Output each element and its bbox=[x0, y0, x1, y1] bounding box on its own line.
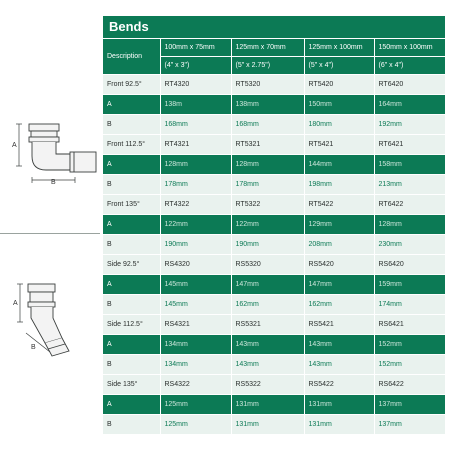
dimension-cell: 192mm bbox=[374, 115, 445, 135]
header-col-metric: 150mm x 100mm bbox=[374, 39, 445, 57]
dimension-cell: 152mm bbox=[374, 335, 445, 355]
dimension-b-row bbox=[103, 175, 445, 195]
dimension-cell: 128mm bbox=[160, 155, 231, 175]
dimension-cell: 145mm bbox=[160, 275, 231, 295]
dimension-cell: 208mm bbox=[304, 235, 374, 255]
product-code-cell: RT4321 bbox=[160, 135, 231, 155]
product-code-cell: RT5420 bbox=[304, 75, 374, 95]
dimension-cell: 122mm bbox=[160, 215, 231, 235]
row-label: A bbox=[103, 335, 160, 355]
bends-spec-table bbox=[103, 38, 445, 435]
row-label: Front 135° bbox=[103, 195, 160, 215]
dimension-cell: 147mm bbox=[231, 275, 304, 295]
dimension-cell: 150mm bbox=[304, 95, 374, 115]
header-col-imperial: (5" x 4") bbox=[304, 57, 374, 75]
header-row-metric bbox=[103, 39, 445, 57]
front-bend-diagram-icon bbox=[16, 124, 96, 183]
side-bend-diagram-icon bbox=[17, 284, 69, 356]
header-col-metric: 125mm x 70mm bbox=[231, 39, 304, 57]
dimension-cell: 134mm bbox=[160, 335, 231, 355]
product-code-cell: RT5320 bbox=[231, 75, 304, 95]
product-code-cell: RT4322 bbox=[160, 195, 231, 215]
product-code-cell: RS6421 bbox=[374, 315, 445, 335]
dimension-cell: 162mm bbox=[231, 295, 304, 315]
product-code-cell: RS6422 bbox=[374, 375, 445, 395]
header-col-metric: 100mm x 75mm bbox=[160, 39, 231, 57]
row-label: A bbox=[103, 155, 160, 175]
dimension-cell: 131mm bbox=[304, 395, 374, 415]
dimension-cell: 134mm bbox=[160, 355, 231, 375]
product-code-row bbox=[103, 195, 445, 215]
dimension-cell: 131mm bbox=[304, 415, 374, 435]
dimension-cell: 129mm bbox=[304, 215, 374, 235]
dimension-cell: 178mm bbox=[231, 175, 304, 195]
product-code-cell: RT6420 bbox=[374, 75, 445, 95]
product-code-cell: RS4322 bbox=[160, 375, 231, 395]
dimension-b-row bbox=[103, 415, 445, 435]
header-description: Description bbox=[103, 39, 160, 75]
dimension-cell: 137mm bbox=[374, 415, 445, 435]
dimension-cell: 158mm bbox=[374, 155, 445, 175]
row-label: Front 92.5° bbox=[103, 75, 160, 95]
product-code-cell: RS5420 bbox=[304, 255, 374, 275]
product-code-cell: RS6420 bbox=[374, 255, 445, 275]
row-label: B bbox=[103, 295, 160, 315]
dimension-cell: 198mm bbox=[304, 175, 374, 195]
dimension-cell: 145mm bbox=[160, 295, 231, 315]
product-code-cell: RT5322 bbox=[231, 195, 304, 215]
diagram-divider bbox=[0, 233, 100, 234]
product-code-cell: RS4321 bbox=[160, 315, 231, 335]
dimension-a-row bbox=[103, 275, 445, 295]
dimension-cell: 190mm bbox=[160, 235, 231, 255]
row-label: Side 92.5° bbox=[103, 255, 160, 275]
product-code-cell: RT5421 bbox=[304, 135, 374, 155]
header-col-metric: 125mm x 100mm bbox=[304, 39, 374, 57]
side-diagram-label-a: A bbox=[13, 300, 18, 307]
dimension-cell: 143mm bbox=[304, 355, 374, 375]
dimension-cell: 230mm bbox=[374, 235, 445, 255]
dimension-cell: 147mm bbox=[304, 275, 374, 295]
dimension-b-row bbox=[103, 235, 445, 255]
product-code-cell: RS5421 bbox=[304, 315, 374, 335]
row-label: B bbox=[103, 355, 160, 375]
row-label: Front 112.5° bbox=[103, 135, 160, 155]
dimension-a-row bbox=[103, 155, 445, 175]
dimension-cell: 125mm bbox=[160, 415, 231, 435]
front-diagram-label-b: B bbox=[51, 179, 56, 186]
row-label: A bbox=[103, 275, 160, 295]
dimension-cell: 128mm bbox=[231, 155, 304, 175]
dimension-cell: 168mm bbox=[160, 115, 231, 135]
product-code-cell: RT6422 bbox=[374, 195, 445, 215]
row-label: B bbox=[103, 175, 160, 195]
dimension-cell: 162mm bbox=[304, 295, 374, 315]
dimension-b-row bbox=[103, 115, 445, 135]
product-code-row bbox=[103, 75, 445, 95]
dimension-cell: 131mm bbox=[231, 415, 304, 435]
row-label: B bbox=[103, 235, 160, 255]
row-label: A bbox=[103, 395, 160, 415]
header-col-imperial: (6" x 4") bbox=[374, 57, 445, 75]
side-diagram-label-b: B bbox=[31, 344, 36, 351]
dimension-cell: 152mm bbox=[374, 355, 445, 375]
dimension-cell: 143mm bbox=[231, 355, 304, 375]
row-label: B bbox=[103, 115, 160, 135]
dimension-b-row bbox=[103, 295, 445, 315]
dimension-cell: 174mm bbox=[374, 295, 445, 315]
row-label: B bbox=[103, 415, 160, 435]
bend-diagrams-svg bbox=[0, 0, 100, 452]
dimension-cell: 180mm bbox=[304, 115, 374, 135]
product-code-cell: RT5422 bbox=[304, 195, 374, 215]
dimension-cell: 190mm bbox=[231, 235, 304, 255]
dimension-cell: 128mm bbox=[374, 215, 445, 235]
product-code-row bbox=[103, 315, 445, 335]
dimension-cell: 131mm bbox=[231, 395, 304, 415]
dimension-cell: 143mm bbox=[304, 335, 374, 355]
row-label: A bbox=[103, 215, 160, 235]
product-code-cell: RS5321 bbox=[231, 315, 304, 335]
dimension-cell: 164mm bbox=[374, 95, 445, 115]
dimension-cell: 122mm bbox=[231, 215, 304, 235]
table-body bbox=[103, 39, 445, 435]
product-code-row bbox=[103, 255, 445, 275]
product-code-cell: RS5320 bbox=[231, 255, 304, 275]
dimension-a-row bbox=[103, 95, 445, 115]
product-code-cell: RS5322 bbox=[231, 375, 304, 395]
diagram-panel bbox=[0, 0, 100, 452]
header-col-imperial: (4" x 3") bbox=[160, 57, 231, 75]
table-title: Bends bbox=[103, 16, 445, 38]
dimension-b-row bbox=[103, 355, 445, 375]
dimension-cell: 138m bbox=[160, 95, 231, 115]
product-code-cell: RT5321 bbox=[231, 135, 304, 155]
product-code-cell: RS4320 bbox=[160, 255, 231, 275]
dimension-cell: 168mm bbox=[231, 115, 304, 135]
front-diagram-label-a: A bbox=[12, 142, 17, 149]
dimension-a-row bbox=[103, 395, 445, 415]
dimension-cell: 178mm bbox=[160, 175, 231, 195]
header-col-imperial: (5" x 2.75") bbox=[231, 57, 304, 75]
product-code-cell: RT6421 bbox=[374, 135, 445, 155]
dimension-cell: 159mm bbox=[374, 275, 445, 295]
dimension-a-row bbox=[103, 215, 445, 235]
dimension-cell: 213mm bbox=[374, 175, 445, 195]
dimension-a-row bbox=[103, 335, 445, 355]
dimension-cell: 137mm bbox=[374, 395, 445, 415]
product-code-row bbox=[103, 375, 445, 395]
dimension-cell: 125mm bbox=[160, 395, 231, 415]
row-label: A bbox=[103, 95, 160, 115]
product-code-cell: RT4320 bbox=[160, 75, 231, 95]
dimension-cell: 144mm bbox=[304, 155, 374, 175]
dimension-cell: 143mm bbox=[231, 335, 304, 355]
row-label: Side 135° bbox=[103, 375, 160, 395]
row-label: Side 112.5° bbox=[103, 315, 160, 335]
product-code-row bbox=[103, 135, 445, 155]
product-code-cell: RS5422 bbox=[304, 375, 374, 395]
dimension-cell: 138mm bbox=[231, 95, 304, 115]
